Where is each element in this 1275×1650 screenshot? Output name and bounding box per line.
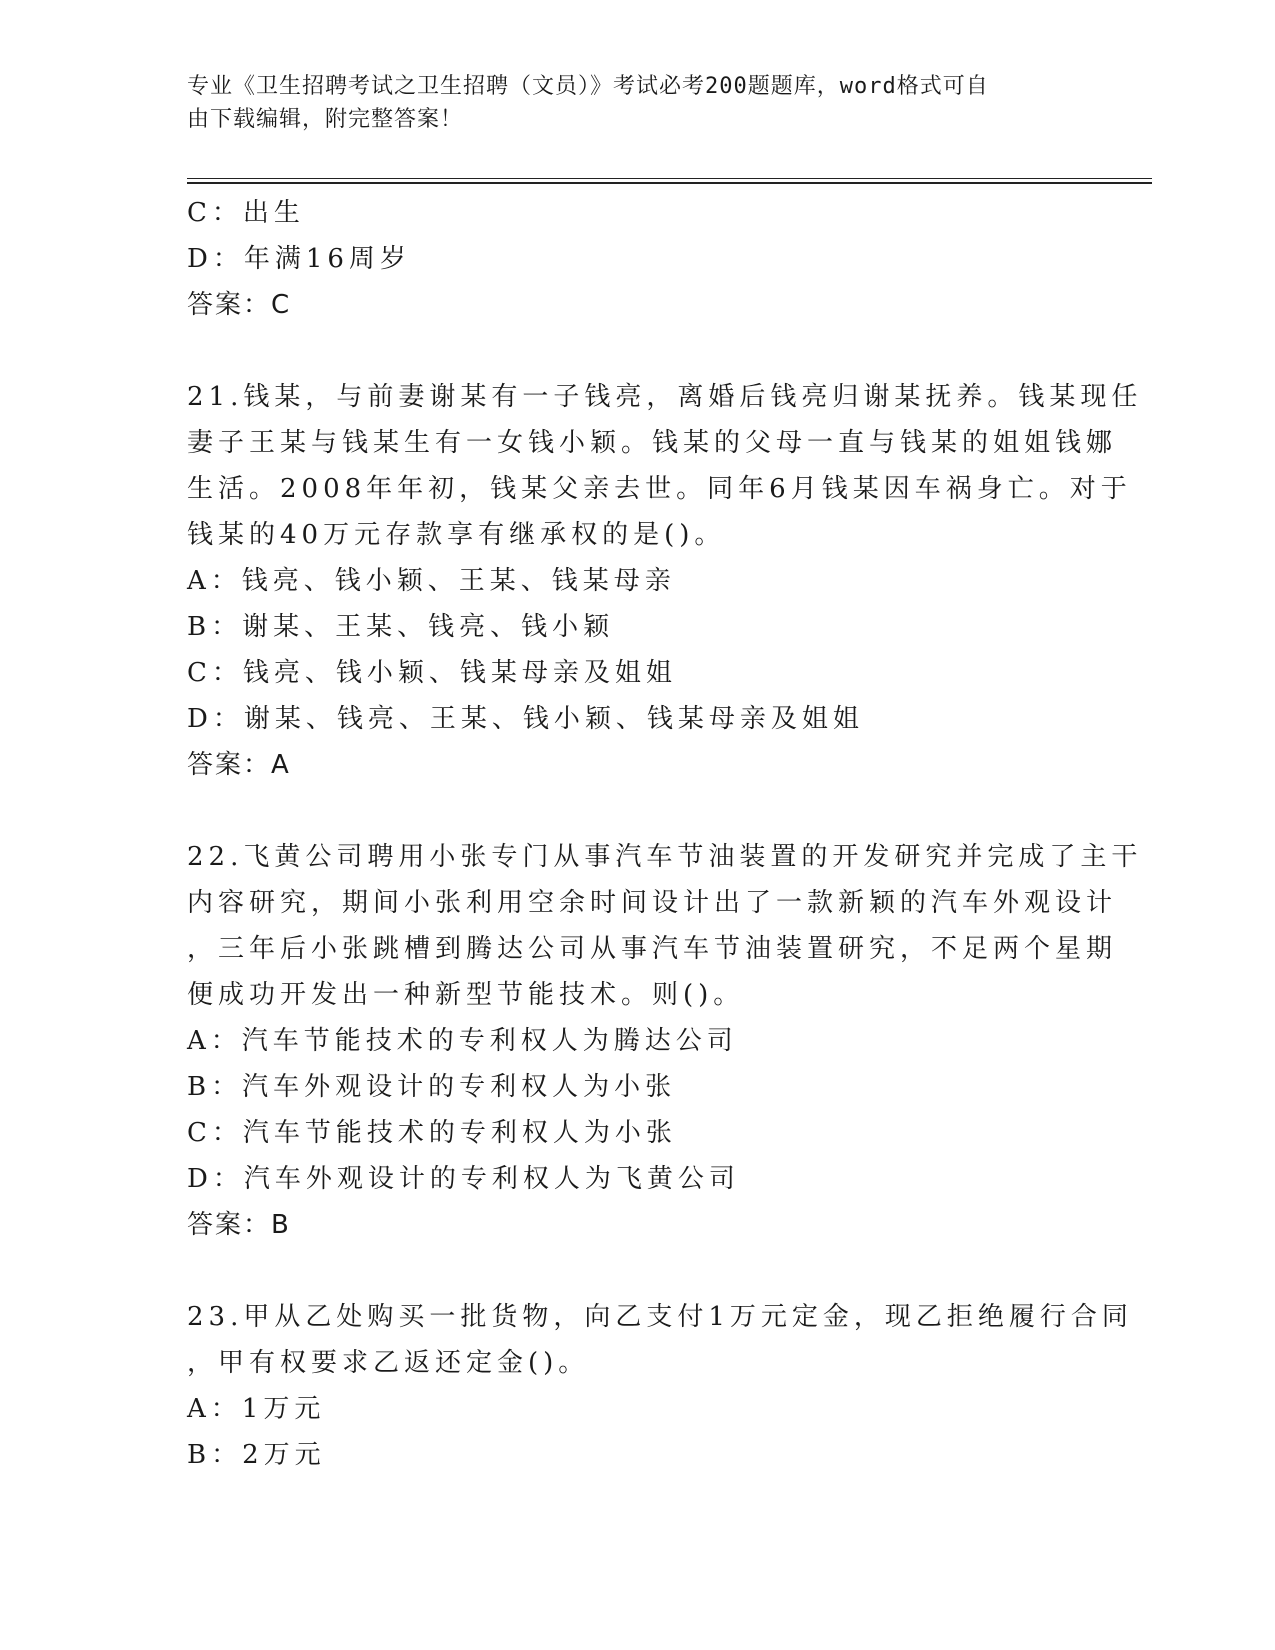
option-b: B：2万元 [187, 1440, 326, 1470]
option-c: C：汽车节能技术的专利权人为小张 [187, 1118, 677, 1148]
question-text-line: ，甲有权要求乙返还定金()。 [187, 1348, 590, 1378]
question-23 [187, 1294, 1133, 1478]
option-d: D：谢某、钱亮、王某、钱小颖、钱某母亲及姐姐 [187, 704, 864, 734]
spacer [187, 788, 1087, 834]
question-content [187, 190, 1143, 1478]
previous-question-tail [187, 190, 1087, 328]
option-d: D：汽车外观设计的专利权人为飞黄公司 [187, 1164, 740, 1194]
answer-line: 答案：A [187, 750, 291, 780]
spacer [187, 328, 1087, 374]
question-text-line: 生活。2008年年初，钱某父亲去世。同年6月钱某因车祸身亡。对于 [187, 474, 1132, 504]
question-22 [187, 834, 1143, 1248]
header-divider-thin [187, 178, 1152, 179]
option-a: A：钱亮、钱小颖、王某、钱某母亲 [187, 566, 676, 596]
option-b: B：谢某、王某、钱亮、钱小颖 [187, 612, 615, 642]
spacer [187, 1248, 1087, 1294]
question-text-line: 22.飞黄公司聘用小张专门从事汽车节油装置的开发研究并完成了主干 [187, 842, 1143, 872]
option-b: B：汽车外观设计的专利权人为小张 [187, 1072, 677, 1102]
question-text-line: ，三年后小张跳槽到腾达公司从事汽车节油装置研究，不足两个星期 [187, 934, 1118, 964]
question-text-line: 便成功开发出一种新型节能技术。则()。 [187, 980, 745, 1010]
option-c: C：钱亮、钱小颖、钱某母亲及姐姐 [187, 658, 677, 688]
option-d: D：年满16周岁 [187, 244, 411, 274]
option-a: A：汽车节能技术的专利权人为腾达公司 [187, 1026, 738, 1056]
document-header [187, 70, 1067, 136]
option-c: C：出生 [187, 198, 305, 228]
option-a: A：1万元 [187, 1394, 326, 1424]
question-21 [187, 374, 1143, 788]
question-text-line: 钱某的40万元存款享有继承权的是()。 [187, 520, 726, 550]
question-text-line: 21.钱某，与前妻谢某有一子钱亮，离婚后钱亮归谢某抚养。钱某现任 [187, 382, 1143, 412]
question-text-line: 23.甲从乙处购买一批货物，向乙支付1万元定金，现乙拒绝履行合同 [187, 1302, 1133, 1332]
answer-line: 答案：C [187, 290, 292, 320]
header-divider-thick [187, 182, 1152, 184]
question-text-line: 内容研究，期间小张利用空余时间设计出了一款新颖的汽车外观设计 [187, 888, 1118, 918]
header-line-2: 由下载编辑，附完整答案！ [187, 107, 464, 132]
header-line-1: 专业《卫生招聘考试之卫生招聘（文员）》考试必考200题题库，word格式可自 [187, 74, 989, 99]
question-text-line: 妻子王某与钱某生有一女钱小颖。钱某的父母一直与钱某的姐姐钱娜 [187, 428, 1118, 458]
answer-line: 答案：B [187, 1210, 291, 1240]
